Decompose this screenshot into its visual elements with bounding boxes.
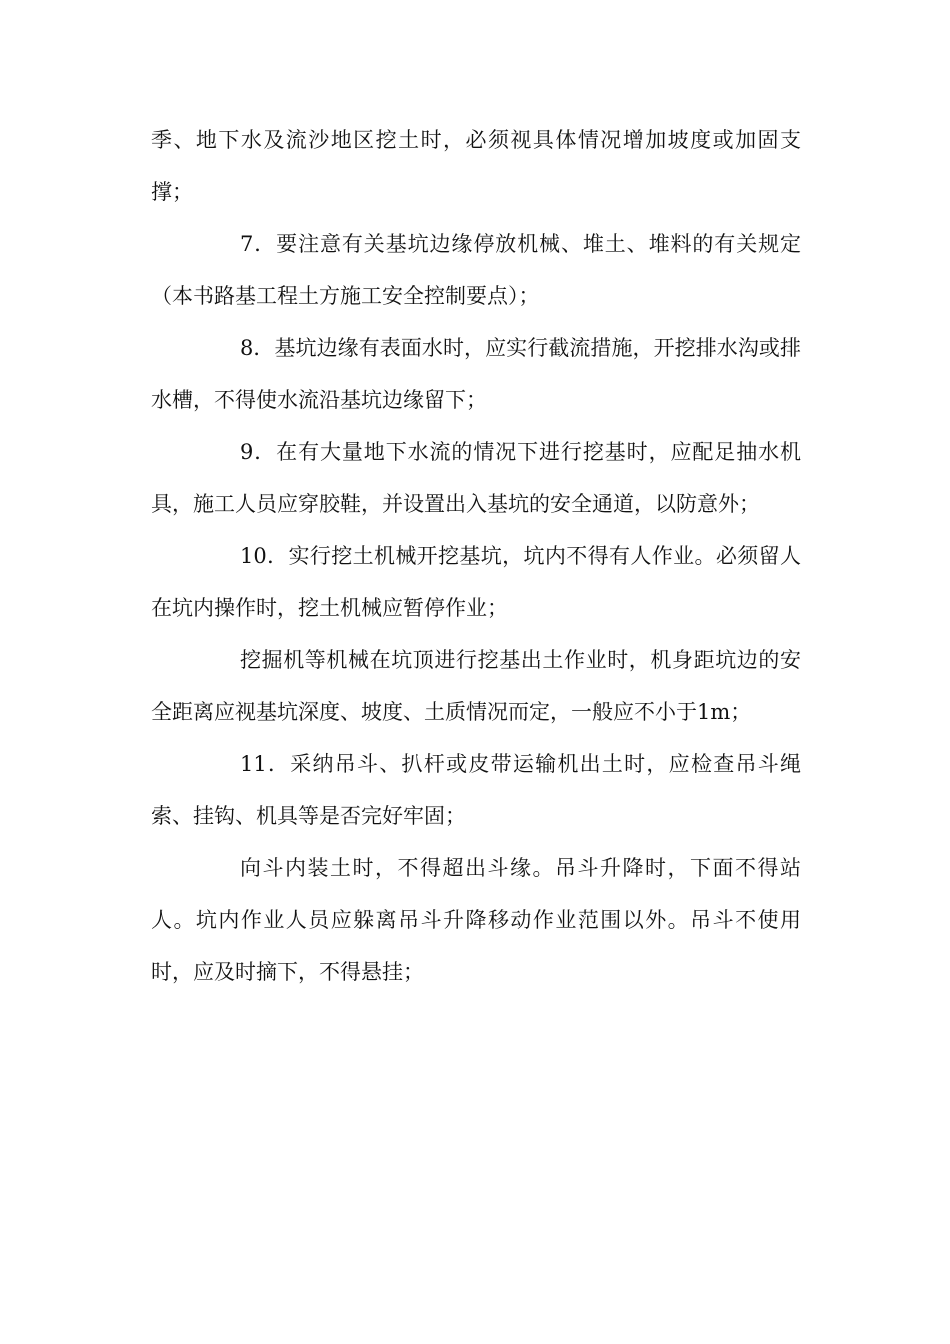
- paragraph-item-7: 7．要注意有关基坑边缘停放机械、堆土、堆料的有关规定（本书路基工程土方施工安全控制要点）；: [151, 232, 801, 308]
- paragraph-item-11-note: 向斗内装土时，不得超出斗缘。吊斗升降时，下面不得站人。坑内作业人员应躲离吊斗升降移动作业范围以外。吊斗不使用时，应及时摘下，不得悬挂；: [151, 856, 801, 984]
- paragraph-item-8: 8．基坑边缘有表面水时，应实行截流措施，开挖排水沟或排水槽，不得使水流沿基坑边缘留下；: [151, 336, 801, 412]
- paragraph-continuation: 季、地下水及流沙地区挖土时，必须视具体情况增加坡度或加固支撑；: [151, 128, 801, 204]
- document-body: [151, 114, 801, 998]
- paragraph-item-10-note: 挖掘机等机械在坑顶进行挖基出土作业时，机身距坑边的安全距离应视基坑深度、坡度、土质情况而定，一般应不小于1m；: [151, 648, 801, 724]
- paragraph-item-11: 11．采纳吊斗、扒杆或皮带运输机出土时，应检查吊斗绳索、挂钩、机具等是否完好牢固；: [151, 752, 801, 828]
- paragraph-item-10: 10．实行挖土机械开挖基坑，坑内不得有人作业。必须留人在坑内操作时，挖土机械应暂停作业；: [151, 544, 801, 620]
- paragraph-item-9: 9．在有大量地下水流的情况下进行挖基时，应配足抽水机具，施工人员应穿胶鞋，并设置出入基坑的安全通道，以防意外；: [151, 440, 801, 516]
